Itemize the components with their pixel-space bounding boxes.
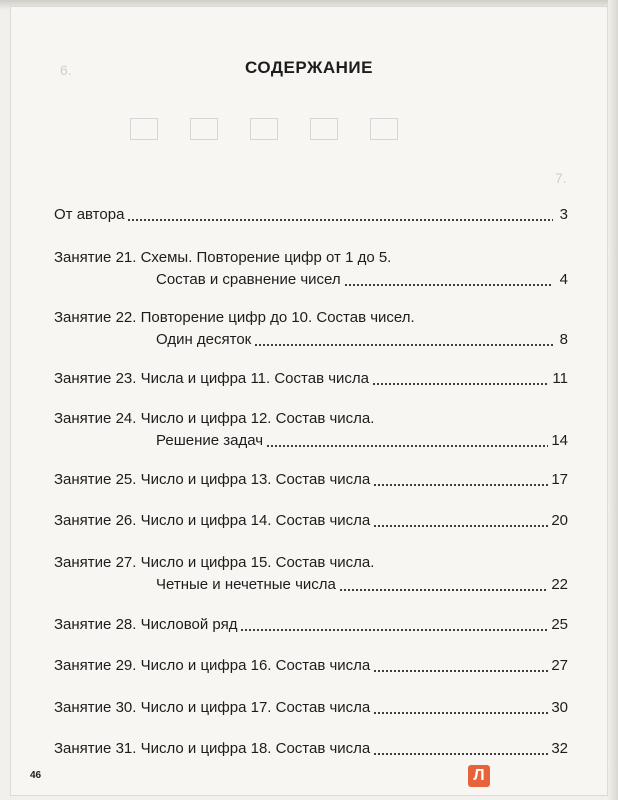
toc-entry-title: Число и цифра 17. Состав числа — [140, 699, 371, 716]
toc-entry-title: Состав и сравнение чисел — [156, 271, 341, 288]
bleedthrough-box — [310, 118, 338, 140]
toc-entry-label: Занятие 31. — [54, 740, 137, 757]
toc-entry-title: Схемы. Повторение цифр от 1 до 5. — [140, 249, 392, 266]
page-title: СОДЕРЖАНИЕ — [245, 58, 373, 77]
toc-entry-label: Занятие 30. — [54, 699, 137, 716]
dot-leader — [373, 525, 548, 527]
toc-entry-title: Число и цифра 18. Состав числа — [140, 740, 371, 757]
dot-leader — [344, 284, 553, 286]
toc-entry-page: 22 — [551, 576, 568, 593]
dot-leader — [240, 629, 548, 631]
toc-entry — [54, 614, 568, 636]
toc-entry — [54, 307, 568, 351]
toc-entry-title: Решение задач — [156, 432, 264, 449]
toc-entry — [54, 204, 568, 226]
toc-entry-label: Занятие 26. — [54, 512, 137, 529]
toc-entry-label: Занятие 25. — [54, 471, 137, 488]
toc-entry-label: Занятие 21. — [54, 249, 137, 266]
dot-leader — [339, 589, 548, 591]
bleedthrough-text: 6. — [60, 62, 72, 78]
toc-entry-title: Повторение цифр до 10. Состав чисел. — [140, 309, 415, 326]
bleedthrough-box — [130, 118, 158, 140]
toc-entry-label: Занятие 24. — [54, 410, 137, 427]
toc-entry — [54, 697, 568, 719]
toc-entry-title: Число и цифра 13. Состав числа — [140, 471, 371, 488]
dot-leader — [373, 484, 548, 486]
toc-entry — [54, 738, 568, 760]
page-number: 46 — [30, 770, 42, 781]
toc-entry-title: Число и цифра 16. Состав числа — [140, 657, 371, 674]
toc-entry-title: Число и цифра 14. Состав числа — [140, 512, 371, 529]
toc-entry-title: Числовой ряд — [140, 616, 238, 633]
bleedthrough-box — [190, 118, 218, 140]
toc-entry-label: Занятие 29. — [54, 657, 137, 674]
toc-entry-page: 30 — [551, 699, 568, 716]
toc-entry-label: Занятие 27. — [54, 554, 137, 571]
toc-entry-title: Один десяток — [156, 331, 252, 348]
bleedthrough-box — [370, 118, 398, 140]
dot-leader — [373, 712, 548, 714]
dot-leader — [127, 219, 553, 221]
dot-leader — [254, 344, 553, 346]
toc-entry — [54, 368, 568, 390]
toc-entry-page: 3 — [559, 206, 568, 223]
toc-entry-page: 27 — [551, 657, 568, 674]
toc-entry — [54, 655, 568, 677]
document-page — [10, 6, 608, 796]
toc-entry-label: От автора — [54, 206, 125, 223]
toc-entry-page: 11 — [552, 370, 568, 387]
toc-entry-title: Четные и нечетные числа — [156, 576, 336, 593]
toc-entry — [54, 552, 568, 596]
bleedthrough-text: 7. — [555, 170, 567, 186]
dot-leader — [373, 670, 548, 672]
page-right-edge — [608, 0, 618, 800]
toc-entry-page: 32 — [551, 740, 568, 757]
toc-entry — [54, 510, 568, 532]
bleedthrough-box — [250, 118, 278, 140]
dot-leader — [266, 445, 548, 447]
toc-entry-label: Занятие 28. — [54, 616, 137, 633]
toc-entry-page: 4 — [559, 271, 568, 288]
toc-entry — [54, 469, 568, 491]
toc-entry — [54, 408, 568, 452]
toc-entry-page: 25 — [551, 616, 568, 633]
dot-leader — [373, 753, 548, 755]
toc-entry-title: Число и цифра 12. Состав числа. — [140, 410, 375, 427]
toc-entry — [54, 247, 568, 291]
toc-entry-page: 14 — [551, 432, 568, 449]
toc-entry-title: Число и цифра 15. Состав числа. — [140, 554, 375, 571]
toc-entry-page: 8 — [559, 331, 568, 348]
publisher-logo-icon: Л — [468, 765, 490, 787]
toc-entry-label: Занятие 22. — [54, 309, 137, 326]
toc-entry-page: 20 — [551, 512, 568, 529]
toc-entry-title: Числа и цифра 11. Состав числа — [140, 370, 369, 387]
toc-entry-page: 17 — [551, 471, 568, 488]
toc-entry-label: Занятие 23. — [54, 370, 137, 387]
dot-leader — [372, 383, 549, 385]
